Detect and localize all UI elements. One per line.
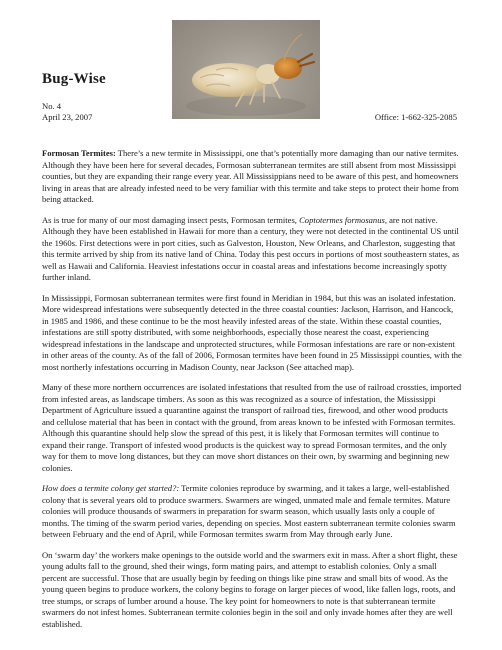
issue-date: April 23, 2007 bbox=[42, 112, 93, 122]
newsletter-title: Bug-Wise bbox=[42, 71, 106, 87]
termite-icon bbox=[172, 20, 320, 119]
paragraph-text: Termite colonies reproduce by swarming, and it takes a large, well-established colony that is several years old to produce swarmers. Swarmers are winged, unmated male and female termites. Mature colonies will produce thousands of swarmers in preparation for swarm season, which usually lasts only a couple of months. The timing of the swarm period varies, depending on species. Most eastern subterranean termite colonies swarm between February and the end of April, while Formosan termites swarm from May through early June. bbox=[42, 483, 456, 539]
scientific-name: Coptotermes formosanus bbox=[299, 214, 385, 225]
article-body bbox=[42, 148, 462, 639]
issue-number: No. 4 bbox=[42, 101, 62, 111]
paragraph-quarantine: Many of these more northern occurrences are isolated infestations that resulted from the use of railroad crossties, imported from infested areas, as landscape timbers. As soon as this was recognized as a source of infestation, the Mississippi Department of Agriculture issued a quarantine against the transport of railroad ties, firewood, and other wood products and cellulose material that has been in contact with the ground, from areas known to be infested with Formosan termites. Although this quarantine should help slow the spread of this pest, it is likely that Formosan termites will continue to expand their range. Transport of infested wood products is the quickest way to spread Formosan termites, and the only way for them to move long distances, but they can move short distances on their own, by swarming and beginning new colonies. bbox=[42, 382, 462, 473]
termite-photo bbox=[172, 20, 320, 119]
paragraph-text: There’s a new termite in Mississippi, one that’s potentially more damaging than our native termites. Although they have been here for several decades, Formosan subterranean termites are still absent from most Mississippi counties, but they are expanding their range every year. All Mississippians need to be aware of this pest, and homeowners living in areas that are already infested need to be very familiar with this termite and take steps to protect their home from being attacked. bbox=[42, 148, 459, 204]
paragraph-text: , are not native. Although they have been established in Hawaii for more than a century, they were not detected in the continental US until the 1960s. First detections were in port cities, such as Galveston, Houston, New Orleans, and Charleston, suggesting that this termite arrived by ship from its native land of China. Today this pest occurs in portions of most southeastern states, as well as Hawaii and California. Heaviest infestations occur in coastal areas and infestations become increasingly spotty further inland. bbox=[42, 214, 460, 282]
paragraph-mississippi: In Mississippi, Formosan subterranean termites were first found in Meridian in 1984, but this was an isolated infestation. More widespread infestations were subsequently detected in the three coastal counties: Jackson, Harrison, and Hancock, in 1985 and 1986, and these continue to be the most heavily infested areas of the state. Within these coastal counties, infestations are still spotty distributed, with some neighborhoods, especially those nearest the coast, experiencing widespread infestations in the landscape and unprotected structures, while Formosan infestations are rare or non-existent in other areas of the county. As of the fall of 2006, Formosan termites have been found in 25 Mississippi counties, with the most northerly infestations occurring in Madison County, near Jackson (See attached map). bbox=[42, 292, 462, 372]
paragraph-origin bbox=[42, 215, 462, 284]
section-heading-formosan: Formosan Termites: bbox=[42, 148, 116, 158]
office-phone: Office: 1-662-325-2085 bbox=[374, 112, 457, 122]
paragraph-colony-start bbox=[42, 483, 462, 541]
paragraph-text: As is true for many of our most damaging insect pests, Formosan termites, bbox=[42, 214, 300, 225]
paragraph-swarm-day: On ‘swarm day’ the workers make openings to the outside world and the swarmers exit in mass. After a short flight, these young adults fall to the ground, shed their wings, form mating pairs, and attempt to establish colonies. Only a small percent are successful. Those that are usually begin by feeding on things like pine straw and small bits of wood. As the young queen begins to produce workers, the colony begins to forage on larger pieces of wood, like fallen logs, roots, and tree stumps, or scraps of lumber around a house. The key point for homeowners to note is that subterranean termite swarmers do not infest homes. Subterranean termite colonies begin in the soil and only invade homes after they are well established. bbox=[42, 549, 458, 629]
paragraph-intro bbox=[42, 148, 462, 206]
question-heading: How does a termite colony get started?: bbox=[42, 483, 180, 493]
